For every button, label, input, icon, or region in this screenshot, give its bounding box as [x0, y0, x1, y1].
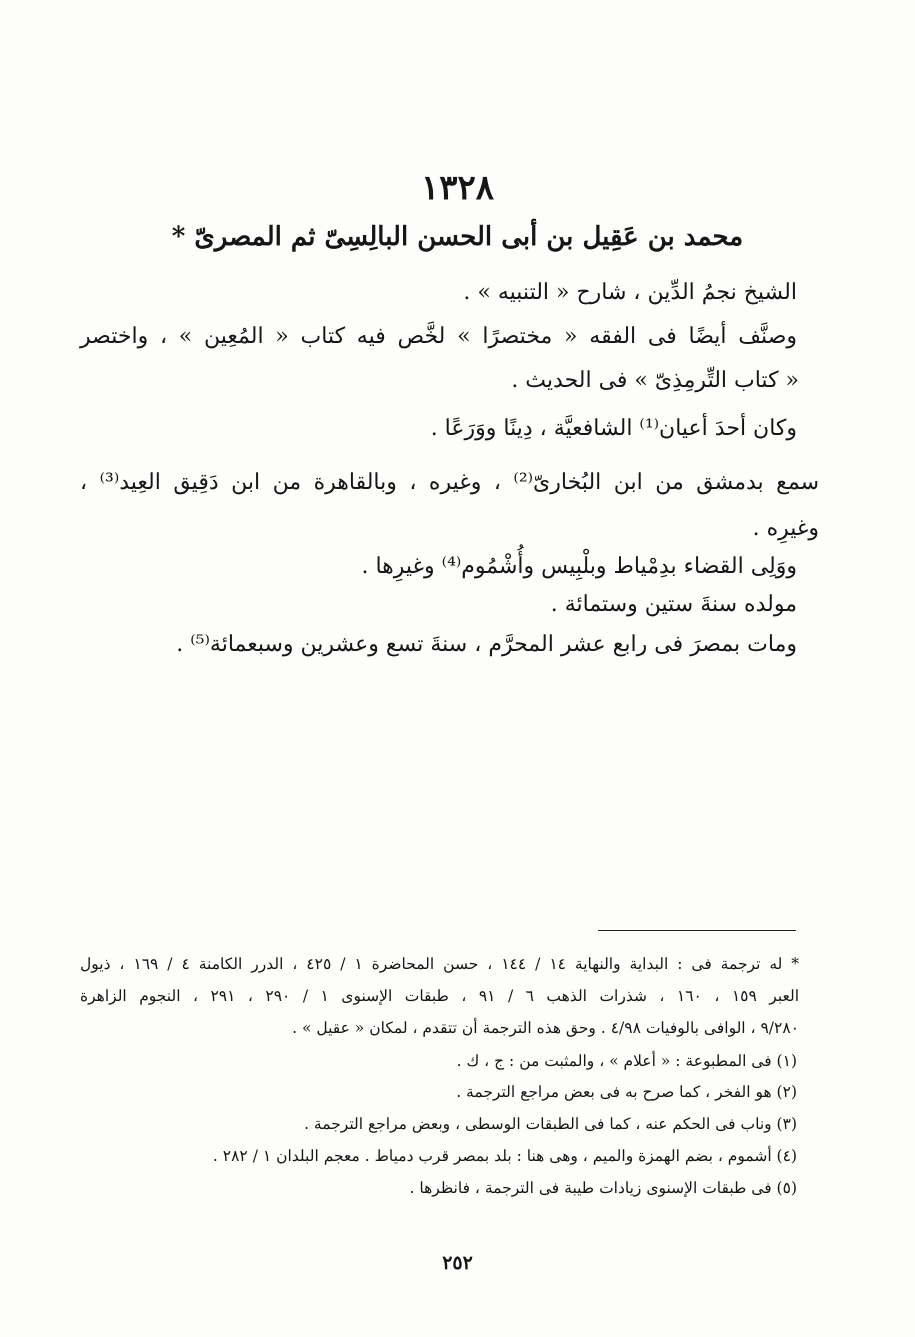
- footnote-1: (١) فى المطبوعة : « أعلام » ، والمثبت من : ج ، ك .: [456, 1052, 797, 1070]
- footnote-2: (٢) هو الفخر ، كما صرح به فى بعض مراجع الترجمة .: [456, 1083, 797, 1101]
- footnote-5: (٥) فى طبقات الإسنوى زيادات طيبة فى الترجمة ، فانظرها .: [409, 1179, 797, 1197]
- footnote-4: (٤) أشموم ، بضم الهمزة والميم ، وهى هنا : بلد بمصر قرب دمياط . معجم البلدان ١ / ٢٨٢ .: [212, 1147, 797, 1165]
- page-number: ٢٥٢: [442, 1252, 473, 1274]
- footnote-separator: [598, 930, 796, 931]
- body-line: وكان أحدَ أعيان⁽¹⁾ الشافعيَّة ، دِينًا ووَرَعًا .: [430, 416, 797, 441]
- entry-title: محمد بن عَقِيل بن أبى الحسن البالِسِىّ ثم المصرىّ *: [171, 222, 744, 252]
- footnote-3: (٣) وناب فى الحكم عنه ، كما فى الطبقات الوسطى ، وبعض مراجع الترجمة .: [304, 1115, 797, 1133]
- body-line: ومات بمصرَ فى رابع عشر المحرَّم ، سنةَ تسع وعشرين وسبعمائة⁽⁵⁾ .: [176, 632, 797, 657]
- body-line: سمع بدمشق من ابن البُخارىّ⁽²⁾ ، وغيره ، وبالقاهرة من ابن دَقِيق العِيد⁽³⁾ ،: [80, 470, 819, 495]
- body-line: الشيخ نجمُ الدِّين ، شارح « التنبيه » .: [463, 280, 797, 305]
- body-line: مولده سنةَ ستين وستمائة .: [550, 592, 797, 617]
- body-line: « كتاب التِّرمِذِىّ » فى الحديث .: [511, 368, 799, 393]
- body-line: ووَلِى القضاء بدِمْياط وبلْبِيس وأُشْمُوم⁽⁴⁾ وغيرِها .: [361, 554, 797, 579]
- entry-number: ١٣٢٨: [420, 168, 495, 208]
- footnote-line: العبر ١٥٩ ، ١٦٠ ، شذرات الذهب ٦ / ٩١ ، طبقات الإسنوى ١ / ٢٩٠ ، ٢٩١ ، النجوم الزاهرة: [80, 987, 800, 1005]
- body-line: وغيرِه .: [752, 516, 819, 541]
- body-line: وصنَّف أيضًا فى الفقه « مختصرًا » لخَّص فيه كتاب « المُعِين » ، واختصر: [80, 324, 797, 349]
- footnote-line: ٩/٢٨٠ ، الوافى بالوفيات ٤/٩٨ . وحق هذه الترجمة أن تتقدم ، لمكان « عقيل » .: [292, 1019, 799, 1037]
- footnote-line: * له ترجمة فى : البداية والنهاية ١٤ / ١٤٤ ، حسن المحاضرة ١ / ٤٢٥ ، الدرر الكامنة ٤ / ١٦٩ ، ذيول: [80, 955, 800, 973]
